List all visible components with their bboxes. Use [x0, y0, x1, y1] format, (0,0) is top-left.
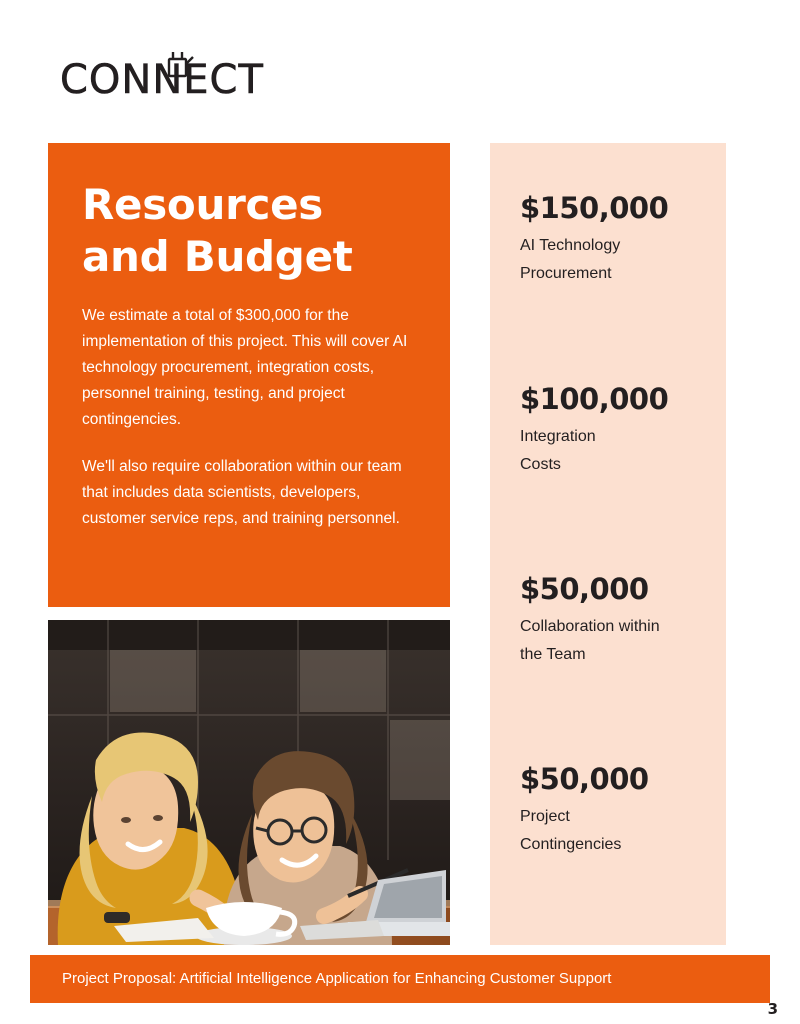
team-photo-image	[48, 620, 450, 945]
footer-text: Project Proposal: Artificial Intelligence Application for Enhancing Customer Support	[62, 970, 612, 987]
budget-caption-line-1: Integration	[520, 427, 596, 445]
budget-caption	[520, 613, 720, 669]
body-paragraph-1: We estimate a total of $300,000 for the implementation of this project. This will cover AI technology procurement, integration costs, personnel training, testing, and project contingencies.	[82, 307, 408, 428]
budget-caption-line-2: the Team	[520, 645, 586, 663]
budget-item	[520, 384, 720, 479]
budget-caption-line-2: Contingencies	[520, 835, 622, 853]
resources-budget-panel	[48, 143, 450, 607]
budget-caption-line-1: Project	[520, 807, 570, 825]
panel-body-text	[82, 303, 420, 554]
brand-logo-text: CONNECT	[60, 57, 264, 103]
budget-amount: $50,000	[520, 762, 649, 796]
budget-amount: $150,000	[520, 191, 669, 225]
budget-caption-line-1: Collaboration within	[520, 617, 660, 635]
budget-item	[520, 764, 720, 859]
budget-item	[520, 574, 720, 669]
body-paragraph-2: We'll also require collaboration within our team that includes data scientists, developers, customer service reps, and training personnel.	[82, 458, 402, 528]
budget-caption-line-2: Procurement	[520, 264, 612, 282]
budget-amount: $100,000	[520, 382, 669, 416]
budget-caption	[520, 423, 720, 479]
budget-breakdown-column	[490, 143, 726, 945]
budget-caption-line-2: Costs	[520, 455, 561, 473]
budget-item	[520, 193, 720, 288]
budget-caption	[520, 232, 720, 288]
budget-caption-line-1: AI Technology	[520, 236, 621, 254]
footer-bar	[30, 955, 770, 1003]
plug-icon	[160, 44, 200, 84]
page-title-line-1: Resources	[82, 180, 323, 229]
page-title	[82, 179, 422, 283]
budget-amount: $50,000	[520, 572, 649, 606]
team-photo	[48, 620, 450, 945]
brand-logo	[60, 44, 310, 114]
page-number: 3	[767, 1000, 778, 1018]
budget-caption	[520, 803, 720, 859]
page-title-line-2: and Budget	[82, 232, 353, 282]
